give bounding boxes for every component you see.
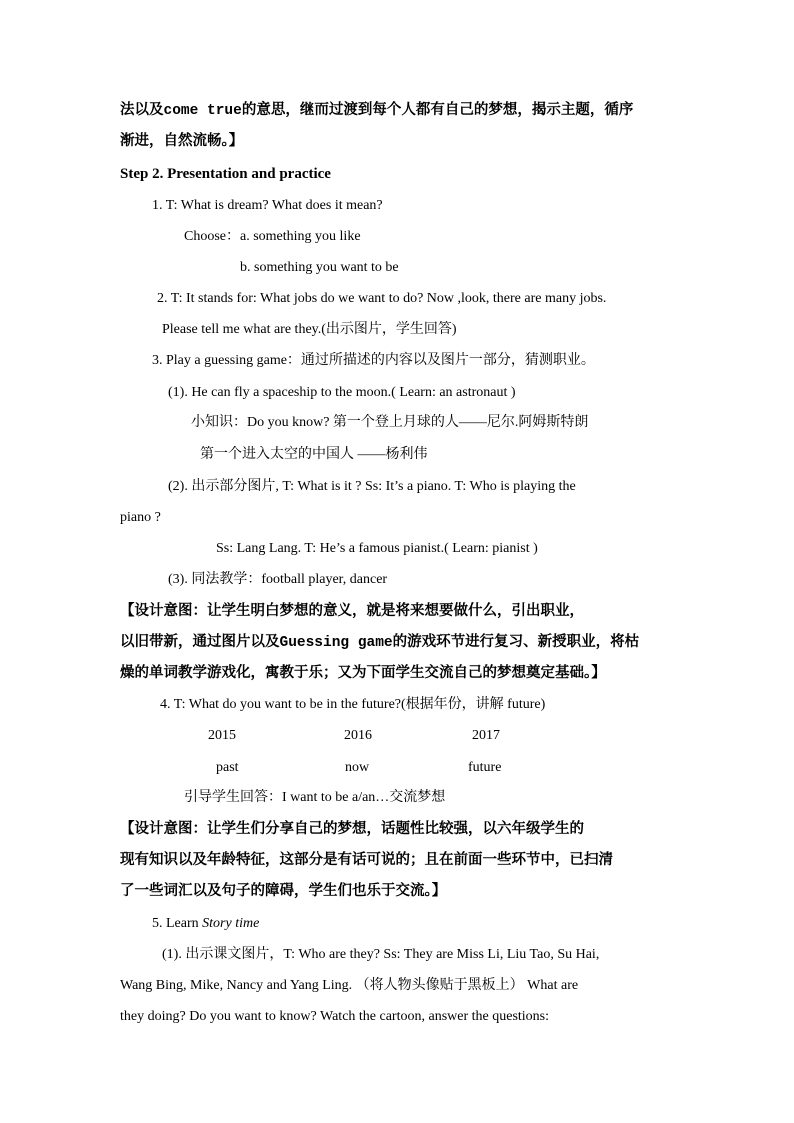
item3-tip-2: 第一个进入太空的中国人 ——杨利伟 bbox=[200, 447, 428, 462]
design1-line-2: 以旧带新，通过图片以及Guessing game的游戏环节进行复习、新授职业，将枯 bbox=[120, 634, 640, 651]
item3-sub-1: (1). He can fly a spaceship to the moon.( Learn: an astronaut ) bbox=[168, 385, 516, 400]
design1-line-3: 燥的单词教学游戏化，寓教于乐；又为下面学生交流自己的梦想奠定基础。】 bbox=[120, 665, 606, 681]
story-time-title: Story time bbox=[202, 916, 260, 931]
word-future: future bbox=[468, 760, 502, 775]
design2-line-2: 现有知识以及年龄特征，这部分是有话可说的；且在前面一些环节中，已扫清 bbox=[120, 852, 613, 868]
year-2016: 2016 bbox=[344, 728, 372, 743]
item3-sub-2: (2). 出示部分图片, T: What is it ? Ss: It’s a piano. T: Who is playing the bbox=[168, 479, 576, 494]
item5-line-3: they doing? Do you want to know? Watch the cartoon, answer the questions: bbox=[120, 1009, 550, 1024]
item5-line-2: Wang Bing, Mike, Nancy and Yang Ling. （将人物头像贴于黑板上） What are bbox=[120, 978, 579, 993]
word-now: now bbox=[345, 760, 370, 775]
item3-line-1: 3. Play a guessing game：通过所描述的内容以及图片一部分，猜测职业。 bbox=[152, 353, 595, 368]
item3-sub-2-cont: piano ? bbox=[120, 510, 161, 525]
intro-line-2: 渐进，自然流畅。】 bbox=[120, 133, 244, 149]
item2-line-2: Please tell me what are they.(出示图片，学生回答) bbox=[162, 322, 457, 337]
item2-line-1: 2. T: It stands for: What jobs do we want to do? Now ,look, there are many jobs. bbox=[157, 291, 607, 306]
item5-heading: 5. Learn Story time bbox=[152, 916, 260, 931]
item1-choose-b: b. something you want to be bbox=[240, 260, 399, 275]
item1-choose-a: Choose：a. something you like bbox=[184, 229, 361, 244]
item5-line-1: (1). 出示课文图片，T: Who are they? Ss: They are Miss Li, Liu Tao, Su Hai, bbox=[162, 947, 600, 962]
item3-sub-3: (3). 同法教学：football player, dancer bbox=[168, 572, 388, 587]
item1-question: 1. T: What is dream? What does it mean? bbox=[152, 198, 383, 213]
design1-code: Guessing game bbox=[279, 635, 393, 651]
item3-tip-1: 小知识：Do you know? 第一个登上月球的人——尼尔.阿姆斯特朗 bbox=[191, 415, 589, 430]
item4-question: 4. T: What do you want to be in the future?(根据年份，讲解 future) bbox=[160, 697, 546, 712]
item4-guide: 引导学生回答：I want to be a/an…交流梦想 bbox=[184, 790, 446, 805]
item3-sub-2-answer: Ss: Lang Lang. T: He’s a famous pianist.( Learn: pianist ) bbox=[216, 541, 538, 556]
intro-code: come true bbox=[163, 103, 242, 119]
design1-line-1: 【设计意图：让学生明白梦想的意义，就是将来想要做什么，引出职业， bbox=[120, 603, 584, 619]
design2-line-1: 【设计意图：让学生们分享自己的梦想，话题性比较强，以六年级学生的 bbox=[120, 821, 584, 837]
year-2017: 2017 bbox=[472, 728, 500, 743]
word-past: past bbox=[216, 760, 239, 775]
design2-line-3: 了一些词汇以及句子的障碍，学生们也乐于交流。】 bbox=[120, 883, 447, 899]
step2-heading: Step 2. Presentation and practice bbox=[120, 166, 331, 182]
year-2015: 2015 bbox=[208, 728, 236, 743]
intro-line-1: 法以及come true的意思，继而过渡到每个人都有自己的梦想，揭示主题，循序 bbox=[120, 102, 634, 119]
